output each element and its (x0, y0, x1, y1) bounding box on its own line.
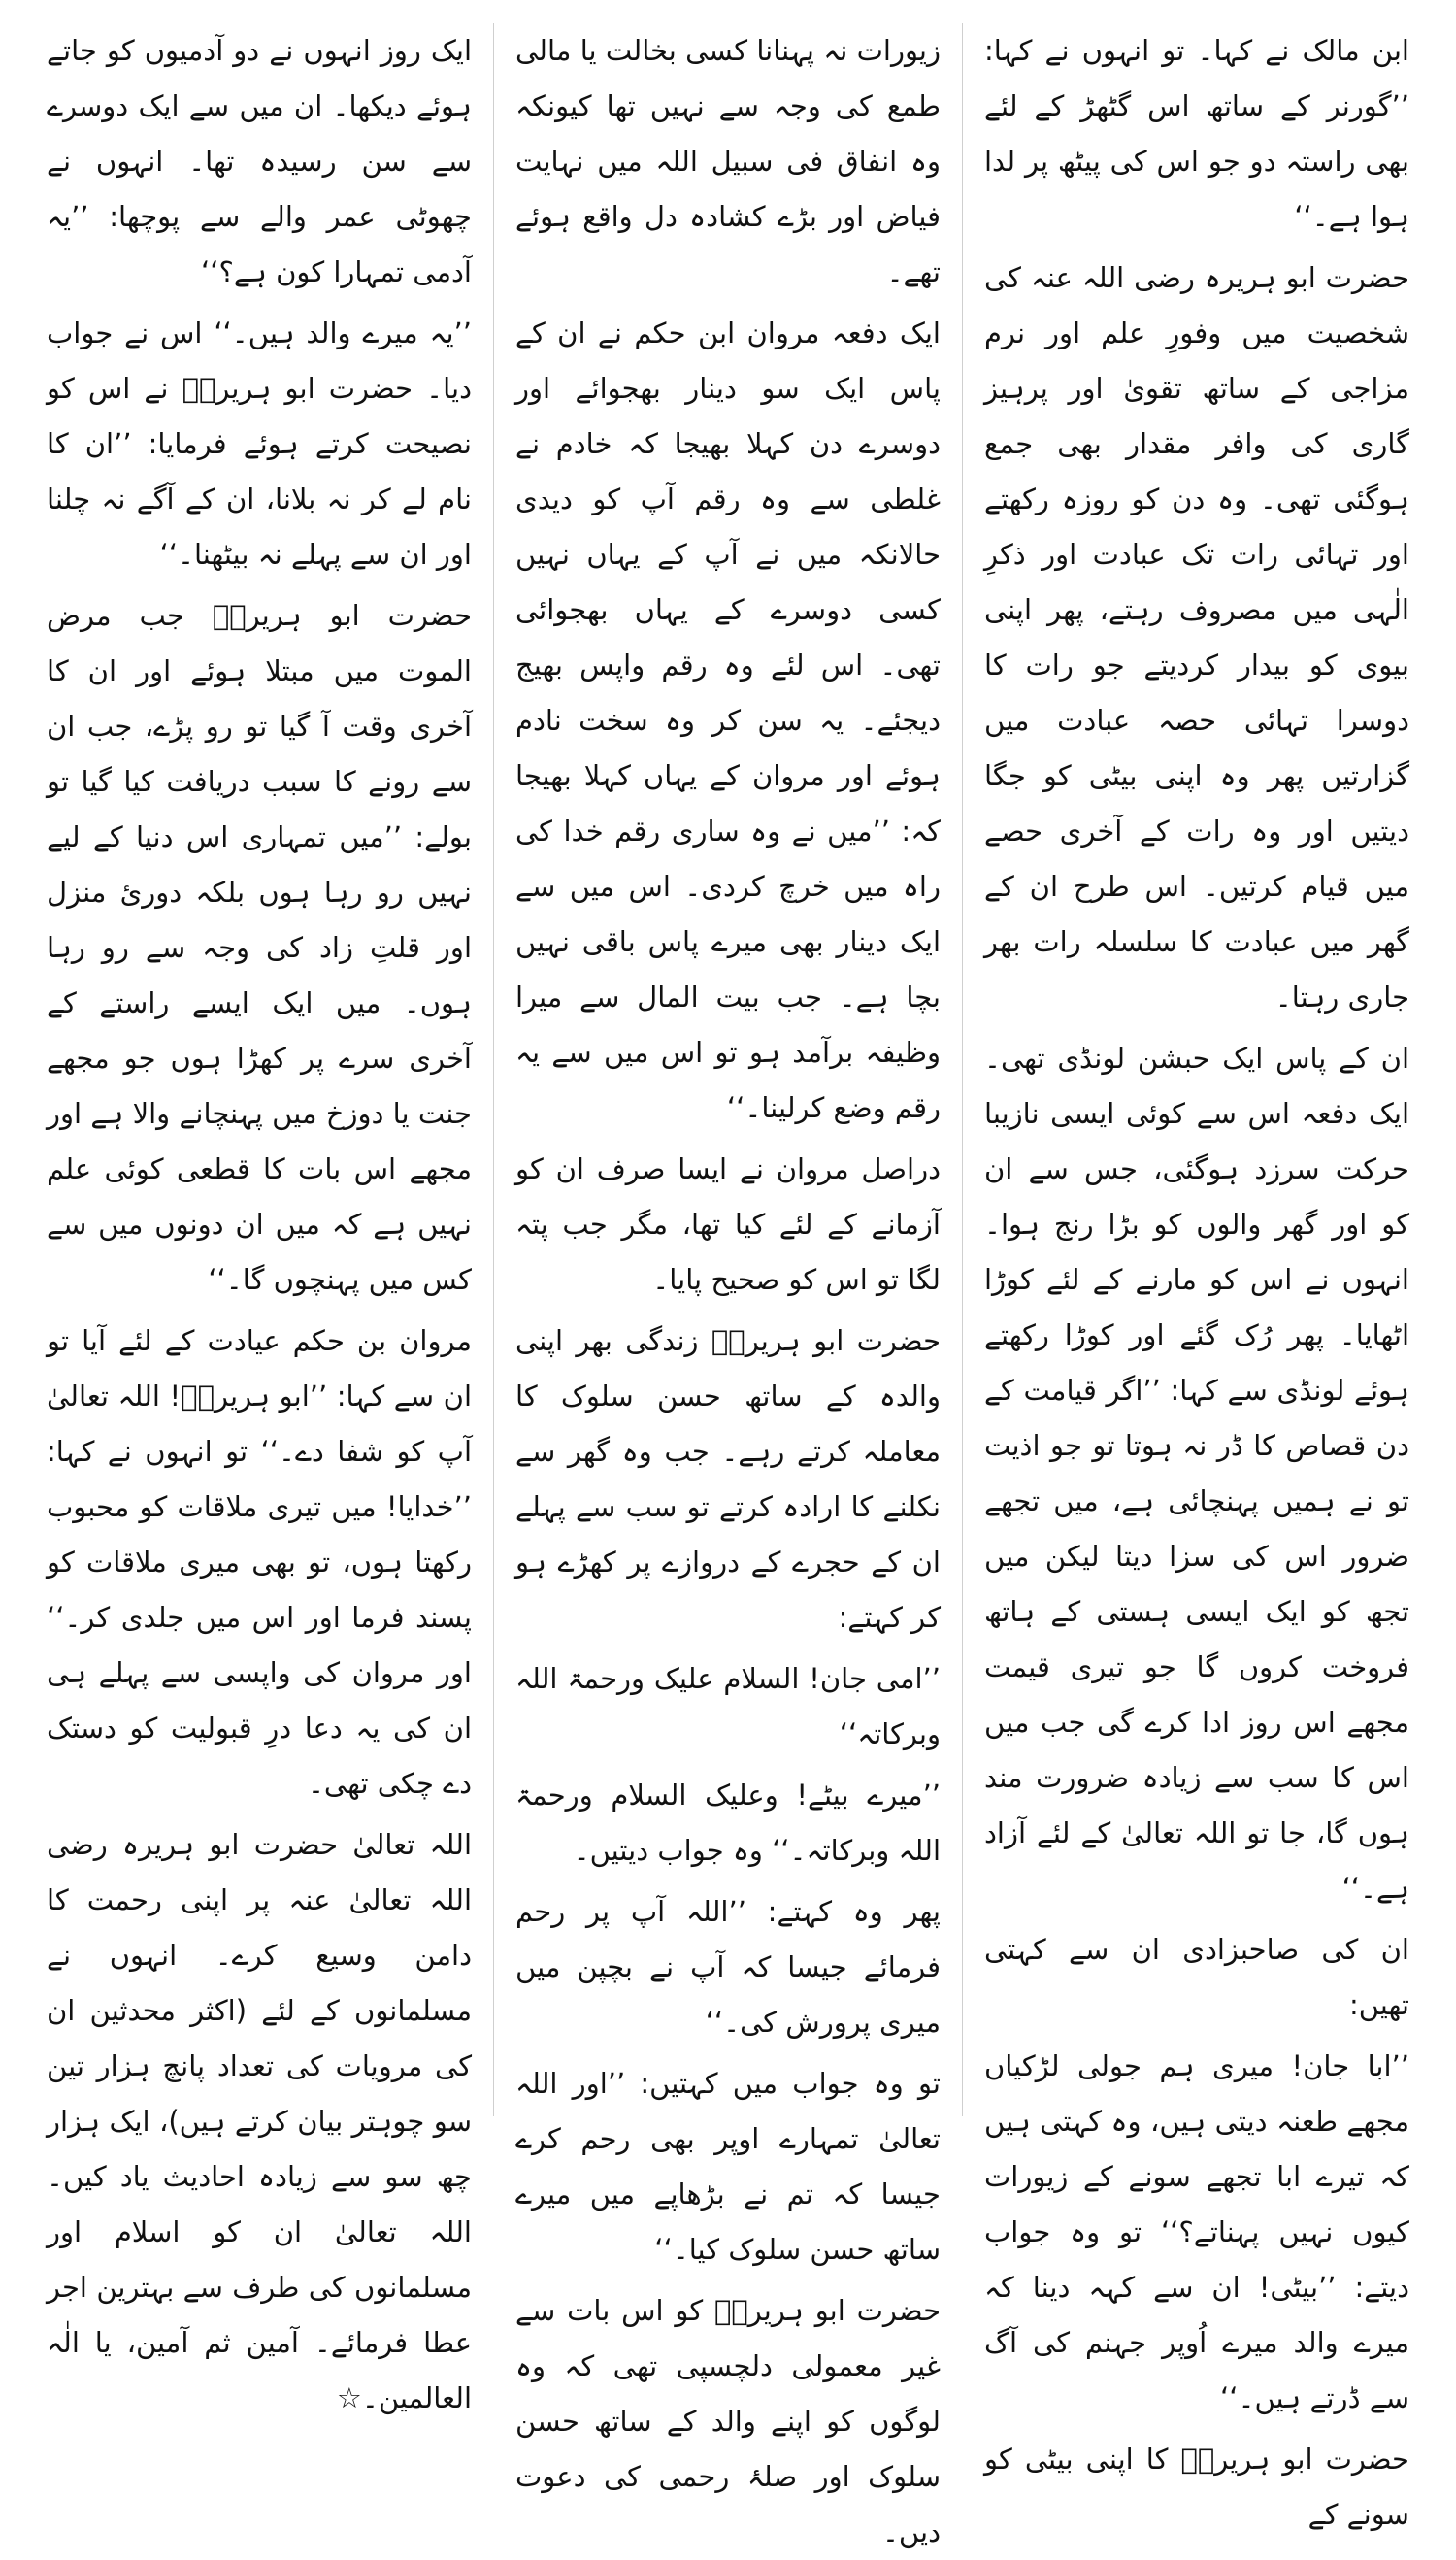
paragraph: حضرت ابو ہریرہؓ جب مرض الموت میں مبتلا ہوئے اور ان کا آخری وقت آ گیا تو رو پڑے، جب ان سے رونے کا سبب دریافت کیا گیا تو بولے: ’’میں تمہاری اس دنیا کے لیے نہیں رو رہا ہوں بلکہ دوریٔ منزل اور قلتِ زاد کی وجہ سے رو رہا ہوں۔ میں ایک ایسے راستے کے آخری سرے پر کھڑا ہوں جو مجھے جنت یا دوزخ میں پہنچانے والا ہے اور مجھے اس بات کا قطعی کوئی علم نہیں ہے کہ میں ان دونوں میں سے کس میں پہنچوں گا۔‘‘ (47, 599, 472, 1296)
text-column-right (963, 23, 1431, 2531)
paragraph: تو وہ جواب میں کہتیں: ’’اور اللہ تعالیٰ تمہارے اوپر بھی رحم کرے جیسا کہ تم نے بڑھاپے میں میرے ساتھ حسن سلوک کیا۔‘‘ (515, 2067, 941, 2266)
paragraph: ان کی صاحبزادی ان سے کہتی تھیں: (984, 1933, 1409, 2021)
paragraph: زیورات نہ پہنانا کسی بخالت یا مالی طمع کی وجہ سے نہیں تھا کیونکہ وہ انفاق فی سبیل اللہ میں نہایت فیاض اور بڑے کشادہ دل واقع ہوئے تھے۔ (515, 34, 941, 288)
paragraph: ایک دفعہ مروان ابن حکم نے ان کے پاس ایک سو دینار بھجوائے اور دوسرے دن کہلا بھیجا کہ خادم نے غلطی سے وہ رقم آپ کو دیدی حالانکہ میں نے آپ کے یہاں نہیں کسی دوسرے کے یہاں بھجوائی تھی۔ اس لئے وہ رقم واپس بھیج دیجئے۔ یہ سن کر وہ سخت نادم ہوئے اور مروان کے یہاں کہلا بھیجا کہ: ’’میں نے وہ ساری رقم خدا کی راہ میں خرچ کردی۔ اس میں سے ایک دینار بھی میرے پاس باقی نہیں بچا ہے۔ جب بیت المال سے میرا وظیفہ برآمد ہو تو اس میں سے یہ رقم وضع کرلینا۔‘‘ (515, 316, 941, 1124)
paragraph: ’’یہ میرے والد ہیں۔‘‘ اس نے جواب دیا۔ حضرت ابو ہریرہؓ نے اس کو نصیحت کرتے ہوئے فرمایا: ’’ان کا نام لے کر نہ بلانا، ان کے آگے نہ چلنا اور ان سے پہلے نہ بیٹھنا۔‘‘ (47, 316, 472, 571)
paragraph: پھر وہ کہتے: ’’اللہ آپ پر رحم فرمائے جیسا کہ آپ نے بچپن میں میری پرورش کی۔‘‘ (515, 1895, 941, 2039)
paragraph: ’’امی جان! السلام علیک ورحمۃ اللہ وبرکاتہ‘‘ (515, 1662, 941, 1750)
paragraph: حضرت ابو ہریرہؓ کو اس بات سے غیر معمولی دلچسپی تھی کہ وہ لوگوں کو اپنے والد کے ساتھ حسن سلوک اور صلۂ رحمی کی دعوت دیں۔ (515, 2294, 941, 2548)
paragraph: حضرت ابو ہریرہؓ زندگی بھر اپنی والدہ کے ساتھ حسن سلوک کا معاملہ کرتے رہے۔ جب وہ گھر سے نکلنے کا ارادہ کرتے تو سب سے پہلے ان کے حجرے کے دروازے پر کھڑے ہو کر کہتے: (515, 1324, 941, 1634)
text-column-middle (494, 23, 963, 2548)
paragraph: ’’میرے بیٹے! وعلیک السلام ورحمۃ اللہ وبرکاتہ۔‘‘ وہ جواب دیتیں۔ (515, 1779, 941, 1867)
paragraph: حضرت ابو ہریرہؓ کا اپنی بیٹی کو سونے کے (984, 2443, 1409, 2531)
paragraph: مروان بن حکم عیادت کے لئے آیا تو ان سے کہا: ’’ابو ہریرہؓ! اللہ تعالیٰ آپ کو شفا دے۔‘‘ تو انہوں نے کہا: ’’خدایا! میں تیری ملاقات کو محبوب رکھتا ہوں، تو بھی میری ملاقات کو پسند فرما اور اس میں جلدی کر۔‘‘ اور مروان کی واپسی سے پہلے ہی ان کی یہ دعا درِ قبولیت کو دستک دے چکی تھی۔ (47, 1324, 472, 1800)
paragraph: دراصل مروان نے ایسا صرف ان کو آزمانے کے لئے کیا تھا، مگر جب پتہ لگا تو اس کو صحیح پایا۔ (515, 1152, 941, 1296)
paragraph: حضرت ابو ہریرہ رضی اللہ عنہ کی شخصیت میں وفورِ علم اور نرم مزاجی کے ساتھ تقویٰ اور پرہیز گاری کی وافر مقدار بھی جمع ہوگئی تھی۔ وہ دن کو روزہ رکھتے اور تہائی رات تک عبادت اور ذکرِ الٰہی میں مصروف رہتے، پھر اپنی بیوی کو بیدار کردیتے جو رات کا دوسرا تہائی حصہ عبادت میں گزارتیں پھر وہ اپنی بیٹی کو جگا دیتیں اور وہ رات کے آخری حصے میں قیام کرتیں۔ اس طرح ان کے گھر میں عبادت کا سلسلہ رات بھر جاری رہتا۔ (984, 261, 1409, 1014)
paragraph: اللہ تعالیٰ حضرت ابو ہریرہ رضی اللہ تعالیٰ عنہ پر اپنی رحمت کا دامن وسیع کرے۔ انہوں نے مسلمانوں کے لئے (اکثر محدثین ان کی مرویات کی تعداد پانچ ہزار تین سو چوہتر بیان کرتے ہیں)، ایک ہزار چھ سو سے زیادہ احادیث یاد کیں۔ اللہ تعالیٰ ان کو اسلام اور مسلمانوں کی طرف سے بہترین اجر عطا فرمائے۔ آمین ثم آمین، یا الٰہ العالمین۔☆ (47, 1828, 472, 2414)
paragraph: ان کے پاس ایک حبشن لونڈی تھی۔ ایک دفعہ اس سے کوئی ایسی نازیبا حرکت سرزد ہوگئی، جس سے ان کو اور گھر والوں کو بڑا رنج ہوا۔ انہوں نے اس کو مارنے کے لئے کوڑا اٹھایا۔ پھر رُک گئے اور کوڑا رکھتے ہوئے لونڈی سے کہا: ’’اگر قیامت کے دن قصاص کا ڈر نہ ہوتا تو جو اذیت تو نے ہمیں پہنچائی ہے، میں تجھے ضرور اس کی سزا دیتا لیکن میں تجھ کو ایک ایسی ہستی کے ہاتھ فروخت کروں گا جو تیری قیمت مجھے اس روز ادا کرے گی جب میں اس کا سب سے زیادہ ضرورت مند ہوں گا، جا تو اللہ تعالیٰ کے لئے آزاد ہے۔‘‘ (984, 1042, 1409, 1905)
paragraph: ’’ابا جان! میری ہم جولی لڑکیاں مجھے طعنہ دیتی ہیں، وہ کہتی ہیں کہ تیرے ابا تجھے سونے کے زیورات کیوں نہیں پہناتے؟‘‘ تو وہ جواب دیتے: ’’بیٹی! ان سے کہہ دینا کہ میرے والد میرے اُوپر جہنم کی آگ سے ڈرتے ہیں۔‘‘ (984, 2049, 1409, 2414)
text-column-left (25, 23, 494, 2414)
paragraph: ایک روز انہوں نے دو آدمیوں کو جاتے ہوئے دیکھا۔ ان میں سے ایک دوسرے سے سن رسیدہ تھا۔ انہوں نے چھوٹی عمر والے سے پوچھا: ’’یہ آدمی تمہارا کون ہے؟‘‘ (47, 34, 472, 288)
paragraph: ابن مالک نے کہا۔ تو انہوں نے کہا: ’’گورنر کے ساتھ اس گٹھڑ کے لئے بھی راستہ دو جو اس کی پیٹھ پر لدا ہوا ہے۔‘‘ (984, 34, 1409, 233)
